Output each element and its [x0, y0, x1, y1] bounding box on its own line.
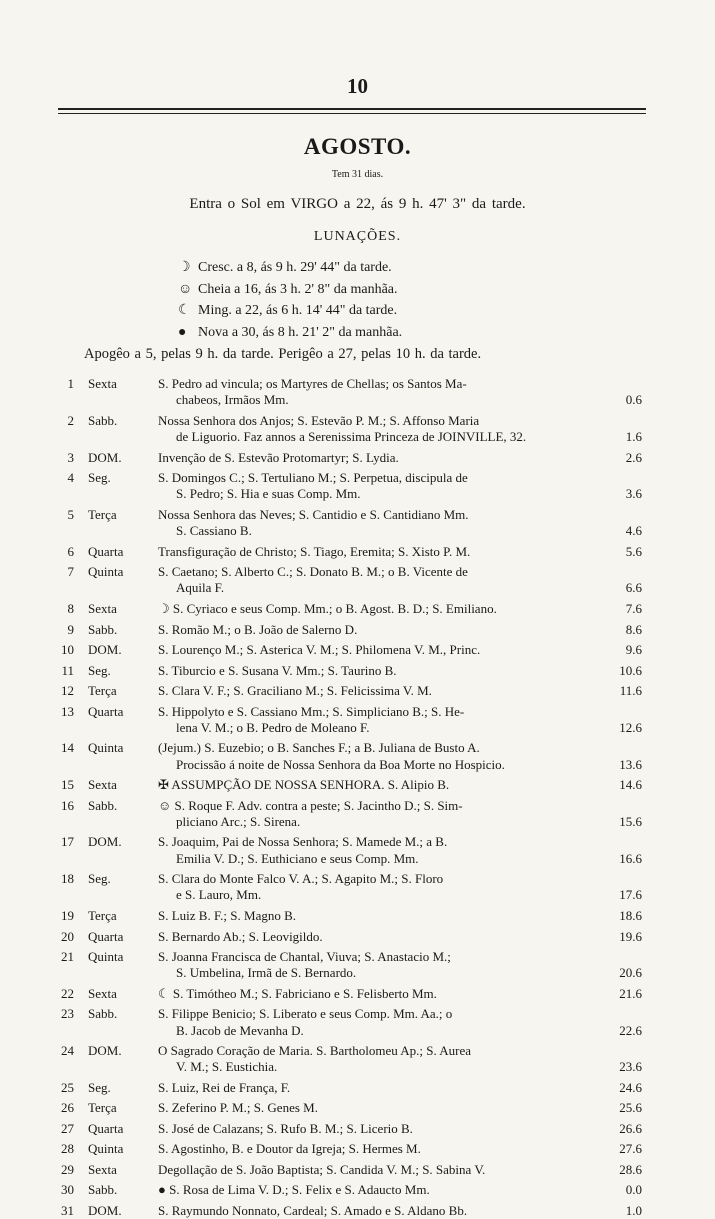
weekday: DOM. [88, 1202, 122, 1218]
saints-line: S. Agostinho, B. e Doutor da Igreja; S. Hermes M. [158, 1141, 421, 1157]
saints-line: ☾ S. Timótheo M.; S. Fabriciano e S. Felisberto Mm. [158, 985, 437, 1001]
phase-text: Cheia a 16, ás 3 h. 2' 8" da manhãa. [198, 281, 398, 297]
phase-new [178, 322, 402, 344]
days-count: Tem 31 dias. [331, 169, 384, 180]
moon-age-value: 4.6 [625, 523, 642, 539]
phase-waning [178, 300, 402, 322]
saints-line: O Sagrado Coração de Maria. S. Bartholomeu Ap.; S. Aurea [158, 1043, 472, 1059]
saints-line: S. Pedro; S. Hia e suas Comp. Mm. [176, 486, 361, 502]
moon-age-value: 14.6 [619, 777, 642, 793]
day-number: 29 [61, 1161, 74, 1177]
saints-entry [158, 601, 586, 617]
moon-age-value: 25.6 [619, 1100, 642, 1116]
saints-entry [158, 683, 586, 699]
page-number: 10 [347, 74, 368, 98]
weekday: DOM. [88, 449, 122, 465]
saints-line: ✠ ASSUMPÇÃO DE NOSSA SENHORA. S. Alipio B. [158, 777, 450, 793]
saints-line: Transfiguração de Christo; S. Tiago, Eremita; S. Xisto P. M. [158, 543, 471, 559]
day-number: 17 [61, 834, 74, 850]
new-moon-icon: ● [178, 324, 187, 340]
day-number: 20 [61, 928, 74, 944]
saints-entry [158, 470, 586, 503]
day-number: 10 [61, 642, 74, 657]
moon-age-value: 2.6 [625, 449, 642, 465]
saints-entry [158, 1121, 586, 1137]
saints-entry [158, 507, 586, 540]
moon-age-value: 20.6 [619, 965, 642, 981]
saints-line: Nossa Senhora das Neves; S. Cantidio e S. Cantidiano Mm. [158, 506, 469, 522]
saints-entry [158, 564, 586, 597]
day-number: 28 [61, 1141, 74, 1157]
crescent-moon-icon: ☽ [178, 260, 191, 275]
moon-age-value: 10.6 [619, 662, 642, 678]
saints-line: S. Domingos C.; S. Tertuliano M.; S. Perpetua, discipula de [158, 470, 468, 486]
saints-entry [158, 834, 586, 867]
weekday: Quarta [88, 1120, 124, 1136]
day-number: 18 [61, 871, 74, 887]
saints-line: Degollação de S. João Baptista; S. Candida V. M.; S. Sabina V. [158, 1161, 486, 1177]
day-number: 12 [61, 683, 74, 698]
weekday: Quinta [88, 740, 124, 756]
day-number: 16 [61, 797, 74, 813]
day-number: 21 [61, 949, 74, 964]
saints-entry [158, 908, 586, 924]
moon-age-value: 15.6 [619, 813, 642, 829]
moon-age-value: 27.6 [619, 1141, 642, 1157]
weekday: Sexta [88, 985, 117, 1001]
moon-phases [178, 257, 402, 343]
saints-line: Nossa Senhora dos Anjos; S. Estevão P. M.; S. Affonso Maria [158, 412, 480, 428]
saints-entry [158, 413, 586, 446]
day-number: 4 [67, 470, 74, 486]
weekday: Sabb. [88, 1182, 118, 1198]
saints-line: ☺ S. Roque F. Adv. contra a peste; S. Jacintho D.; S. Sim- [158, 797, 463, 813]
saints-entry [158, 949, 586, 982]
apsides-line: Apogêo a 5, pelas 9 h. da tarde. Perigêo a 27, pelas 10 h. da tarde. [84, 346, 482, 362]
saints-line: S. Hippolyto e S. Cassiano Mm.; S. Simpliciano B.; S. He- [158, 703, 465, 719]
saints-line: S. Tiburcio e S. Susana V. Mm.; S. Taurino B. [158, 662, 397, 678]
saints-entry [158, 376, 586, 409]
saints-line: ☽ S. Cyriaco e seus Comp. Mm.; o B. Agost. B. D.; S. Emiliano. [158, 601, 497, 616]
moon-age-value: 12.6 [619, 719, 642, 735]
day-number: 9 [67, 621, 74, 637]
weekday: Sexta [88, 1161, 117, 1177]
saints-entry [158, 450, 586, 466]
weekday: Seg. [88, 662, 111, 678]
saints-entry [158, 1203, 586, 1219]
weekday: Sabb. [88, 621, 118, 637]
day-number: 31 [61, 1202, 74, 1218]
moon-age-value: 0.6 [625, 392, 642, 408]
sun-entry: Entra o Sol em VIRGO a 22, ás 9 h. 47' 3" da tarde. [189, 196, 526, 212]
day-number: 6 [67, 543, 74, 559]
moon-age-value: 3.6 [625, 486, 642, 502]
waning-moon-icon: ☾ [178, 303, 191, 318]
saints-line: S. Lourenço M.; S. Asterica V. M.; S. Philomena V. M., Princ. [158, 642, 481, 657]
saints-entry [158, 871, 586, 904]
saints-entry [158, 1141, 586, 1157]
day-number: 24 [61, 1043, 74, 1059]
weekday: Sabb. [88, 797, 118, 813]
saints-line: S. Umbelina, Irmã de S. Bernardo. [176, 965, 357, 981]
day-number: 1 [67, 376, 74, 391]
moon-age-value: 21.6 [619, 985, 642, 1001]
moon-age-value: 19.6 [619, 928, 642, 944]
saints-line: chabeos, Irmãos Mm. [176, 392, 289, 408]
saints-line: S. Clara do Monte Falco V. A.; S. Agapito M.; S. Floro [158, 871, 444, 887]
saints-line: (Jejum.) S. Euzebio; o B. Sanches F.; a B. Juliana de Busto A. [158, 740, 480, 756]
day-number: 26 [61, 1100, 74, 1116]
day-number: 27 [61, 1120, 74, 1136]
moon-age-value: 1.0 [625, 1202, 642, 1218]
saints-entry [158, 544, 586, 560]
weekday: DOM. [88, 834, 122, 850]
weekday: Quinta [88, 949, 124, 964]
weekday: Quarta [88, 543, 124, 559]
weekday: Seg. [88, 470, 111, 486]
day-number: 23 [61, 1006, 74, 1022]
moon-age-value: 17.6 [619, 887, 642, 903]
header-rule-thick [58, 108, 646, 110]
moon-age-value: 7.6 [625, 601, 642, 616]
weekday: Sabb. [88, 1006, 118, 1022]
moon-age-value: 9.6 [625, 642, 642, 657]
saints-line: S. Joanna Francisca de Chantal, Viuva; S. Anastacio M.; [158, 949, 451, 964]
day-number: 2 [67, 412, 74, 428]
saints-line: S. Raymundo Nonnato, Cardeal; S. Amado e S. Aldano Bb. [158, 1202, 468, 1218]
saints-line: e S. Lauro, Mm. [176, 887, 262, 903]
saints-line: V. M.; S. Eustichia. [176, 1059, 278, 1075]
moon-age-value: 5.6 [625, 543, 642, 559]
day-number: 22 [61, 985, 74, 1001]
saints-line: de Liguorio. Faz annos a Serenissima Princeza de JOINVILLE, 32. [176, 429, 527, 445]
day-number: 11 [61, 662, 74, 678]
saints-line: S. José de Calazans; S. Rufo B. M.; S. Licerio B. [158, 1120, 413, 1136]
weekday: DOM. [88, 642, 122, 657]
weekday: DOM. [88, 1043, 122, 1059]
saints-line: pliciano Arc.; S. Sirena. [176, 813, 301, 829]
saints-line: Emilia V. D.; S. Euthiciano e seus Comp. Mm. [176, 850, 419, 866]
moon-age-value: 18.6 [619, 908, 642, 923]
saints-line: S. Luiz B. F.; S. Magno B. [158, 908, 297, 923]
weekday: Sexta [88, 601, 117, 616]
weekday: Quarta [88, 703, 124, 719]
saints-entry [158, 1100, 586, 1116]
moon-age-value: 26.6 [619, 1120, 642, 1136]
saints-entry [158, 986, 586, 1002]
saints-entry [158, 1080, 586, 1096]
weekday: Terça [88, 683, 117, 698]
full-moon-icon: ☺ [178, 281, 193, 297]
moon-age-value: 24.6 [619, 1079, 642, 1095]
saints-line: B. Jacob de Mevanha D. [176, 1022, 304, 1038]
moon-age-value: 28.6 [619, 1161, 642, 1177]
moon-age-value: 16.6 [619, 850, 642, 866]
saints-line: Aquila F. [176, 580, 225, 596]
day-number: 5 [67, 506, 74, 522]
weekday: Terça [88, 908, 117, 923]
saints-line: S. Romão M.; o B. João de Salerno D. [158, 621, 358, 637]
saints-entry [158, 798, 586, 831]
moon-age-value: 23.6 [619, 1059, 642, 1075]
saints-entry [158, 642, 586, 658]
saints-line: S. Bernardo Ab.; S. Leovigildo. [158, 928, 323, 944]
day-number: 25 [61, 1079, 74, 1095]
weekday: Seg. [88, 1079, 111, 1095]
saints-entry [158, 1006, 586, 1039]
saints-line: Invenção de S. Estevão Protomartyr; S. Lydia. [158, 449, 399, 465]
saints-line: ● S. Rosa de Lima V. D.; S. Felix e S. Adaucto Mm. [158, 1182, 430, 1198]
lunacoes-title: LUNAÇÕES. [313, 229, 402, 244]
saints-line: S. Clara V. F.; S. Graciliano M.; S. Felicissima V. M. [158, 683, 432, 698]
saints-entry [158, 1162, 586, 1178]
saints-entry [158, 663, 586, 679]
day-number: 19 [61, 908, 74, 923]
phase-crescent [178, 257, 402, 279]
saints-line: S. Filippe Benicio; S. Liberato e seus Comp. Mm. Aa.; o [158, 1006, 453, 1022]
saints-entry [158, 704, 586, 737]
weekday: Sabb. [88, 412, 118, 428]
weekday: Quarta [88, 928, 124, 944]
day-number: 7 [67, 564, 74, 580]
saints-entry [158, 740, 586, 773]
saints-line: S. Joaquim, Pai de Nossa Senhora; S. Mamede M.; a B. [158, 834, 448, 850]
moon-age-value: 0.0 [625, 1182, 642, 1198]
weekday: Terça [88, 506, 117, 522]
moon-age-value: 8.6 [625, 621, 642, 637]
moon-age-value: 13.6 [619, 756, 642, 772]
month-title: AGOSTO. [303, 134, 412, 159]
header-rule-thin [58, 113, 646, 114]
day-number: 13 [61, 703, 74, 719]
saints-entry [158, 1182, 586, 1198]
day-number: 15 [61, 777, 74, 793]
phase-text: Nova a 30, ás 8 h. 21' 2" da manhãa. [198, 324, 403, 340]
saints-line: S. Pedro ad vincula; os Martyres de Chellas; os Santos Ma- [158, 376, 467, 391]
saints-line: S. Zeferino P. M.; S. Genes M. [158, 1100, 318, 1116]
saints-line: lena V. M.; o B. Pedro de Moleano F. [176, 719, 370, 735]
moon-age-value: 22.6 [619, 1022, 642, 1038]
weekday: Sexta [88, 777, 117, 793]
weekday: Sexta [88, 376, 117, 391]
saints-line: S. Cassiano B. [176, 523, 252, 539]
saints-line: S. Caetano; S. Alberto C.; S. Donato B. M.; o B. Vicente de [158, 564, 468, 580]
phase-full [178, 279, 402, 301]
day-number: 30 [61, 1182, 74, 1198]
saints-line: Procissão á noite de Nossa Senhora da Boa Morte no Hospicio. [176, 756, 505, 772]
day-number: 3 [67, 449, 74, 465]
weekday: Quinta [88, 1141, 124, 1157]
weekday: Seg. [88, 871, 111, 887]
phase-text: Ming. a 22, ás 6 h. 14' 44" da tarde. [198, 303, 398, 318]
moon-age-value: 6.6 [625, 580, 642, 596]
weekday: Quinta [88, 564, 124, 580]
moon-age-value: 11.6 [619, 683, 642, 698]
saints-entry [158, 622, 586, 638]
day-number: 8 [67, 601, 74, 616]
moon-age-value: 1.6 [625, 429, 642, 445]
phase-text: Cresc. a 8, ás 9 h. 29' 44" da tarde. [198, 260, 392, 275]
saints-entry [158, 1043, 586, 1076]
saints-line: S. Luiz, Rei de França, F. [158, 1079, 291, 1095]
saints-entry [158, 929, 586, 945]
day-number: 14 [61, 740, 74, 756]
saints-entry [158, 777, 586, 793]
weekday: Terça [88, 1100, 117, 1116]
